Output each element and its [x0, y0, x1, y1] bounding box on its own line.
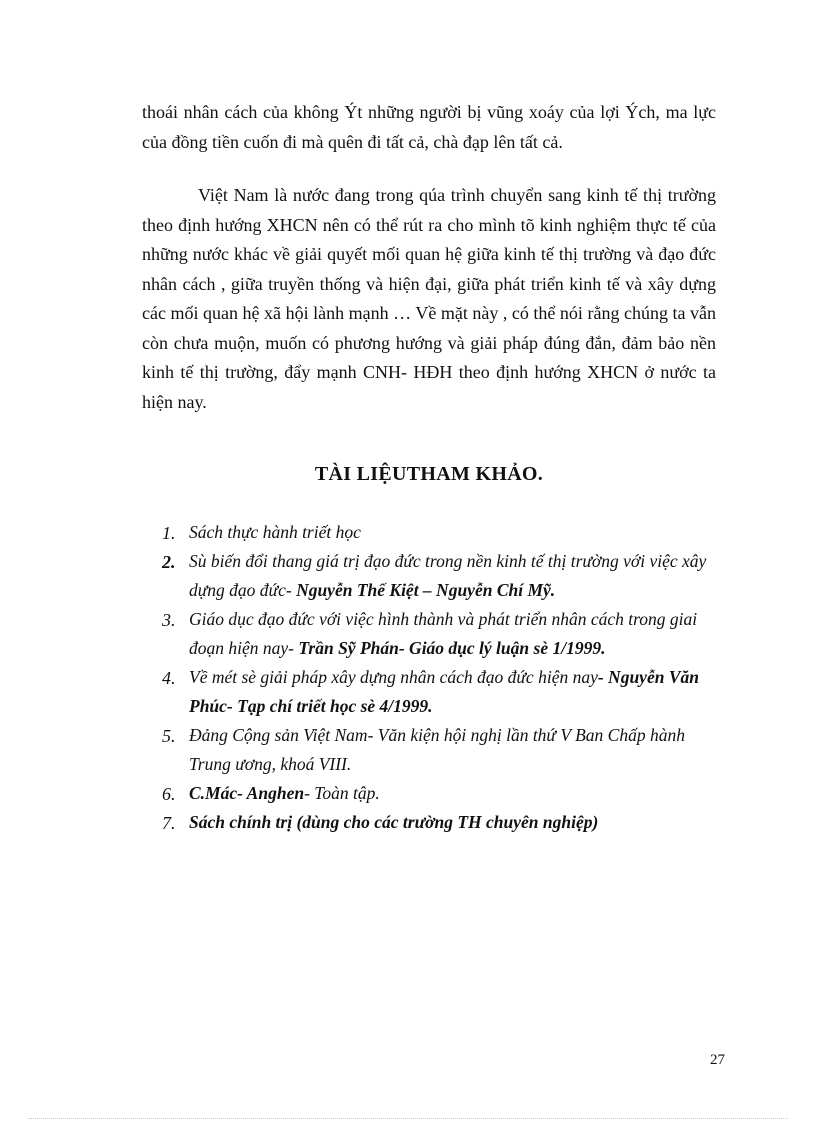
reference-number: 1. [162, 523, 176, 543]
references-heading: TÀI LIỆUTHAM KHẢO. [314, 463, 544, 485]
reference-number: 7. [162, 813, 176, 833]
body-paragraph-1: thoái nhân cách của không Ýt những người bị vũng xoáy của lợi Ých, ma lực của đồng tiền cuốn đi mà quên đi tất cả, chà đạp lên tất cả. [142, 102, 716, 152]
page-number: 27 [710, 1052, 725, 1068]
reference-item-2 [162, 547, 722, 605]
reference-number: 2. [162, 552, 176, 572]
reference-number: 5. [162, 726, 176, 746]
reference-item-3 [162, 605, 722, 663]
reference-number: 4. [162, 668, 176, 688]
reference-text: Đảng Cộng sản Việt Nam- Văn kiện hội nghị lần thứ V Ban Chấp hành Trung ương, khoá VIII. [189, 725, 685, 774]
reference-item-4 [162, 663, 722, 721]
reference-item-1 [162, 518, 722, 547]
reference-text: Giáo dục đạo đức với việc hình thành và phát triển nhân cách trong giai đoạn hiện nay- [189, 609, 698, 658]
reference-text: - Toàn tập. [304, 783, 380, 803]
reference-item-7 [162, 808, 722, 837]
reference-item-5 [162, 721, 722, 779]
reference-author: - Nguyễn Văn Phúc- Tạp chí triết học sè 4/1999. [189, 667, 699, 716]
reference-item-6 [162, 779, 722, 808]
reference-author: Trần Sỹ Phán- Giáo dục lý luận sè 1/1999. [298, 638, 606, 658]
reference-text: Sách chính trị (dùng cho các trường TH chuyên nghiệp) [189, 812, 599, 832]
body-paragraph-2: Việt Nam là nước đang trong qúa trình chuyển sang kinh tế thị trường theo định hướng XHCN nên có thể rút ra cho mình tõ kinh nghiệm thực tế của những nước khác về giải quyết mối quan hệ giữa kinh tế thị trường và đạo đức nhân cách , giữa truyền thống và hiện đại, giữa phát triển kinh tế và xây dựng các mối quan hệ xã hội lành mạnh … Về mặt này , có thể nói rằng chúng ta vẫn còn chưa muộn, muốn có phương hướng và giải pháp đúng đắn, đảm bảo nền kinh tế thị trường, đẩy mạnh CNH- HĐH theo định hướng XHCN ở nước ta hiện nay. [142, 185, 716, 412]
reference-text: Về mét sè giải pháp xây dựng nhân cách đạo đức hiện nay [189, 667, 598, 687]
reference-number: 3. [162, 610, 176, 630]
reference-author: C.Mác- Anghen [189, 783, 305, 803]
reference-text: Sách thực hành triết học [189, 522, 361, 542]
reference-author: Nguyễn Thế Kiệt – Nguyễn Chí Mỹ. [296, 580, 556, 600]
reference-number: 6. [162, 784, 176, 804]
reference-list [162, 518, 722, 837]
page-bottom-divider [28, 1118, 788, 1119]
reference-text: Sù biến đổi thang giá trị đạo đức trong nền kinh tế thị trường với việc xây dựng đạo đức- [189, 551, 707, 600]
